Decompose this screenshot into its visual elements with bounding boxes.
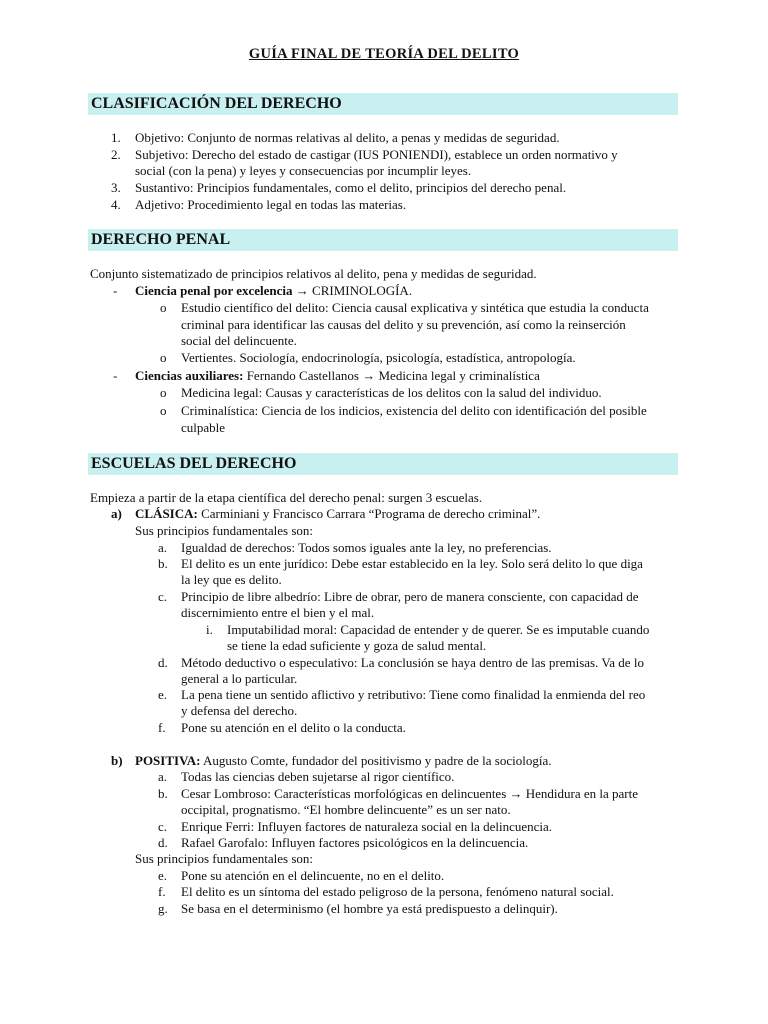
list-marker: e.: [158, 687, 168, 702]
section-heading: CLASIFICACIÓN DEL DERECHO: [91, 95, 342, 112]
school-marker: b): [111, 753, 123, 768]
list-item-text: Cesar Lombroso: Características morfológicas en delincuentes → Hendidura en la parte: [181, 786, 639, 801]
item-text: Fernando Castellanos → Medicina legal y criminalística: [243, 368, 540, 383]
list-marker: 3.: [111, 180, 121, 195]
list-item-text: Pone su atención en el delito o la conducta.: [181, 720, 406, 735]
bullet-marker: o: [160, 385, 167, 400]
sub-item-text: Estudio científico del delito: Ciencia causal explicativa y sintética que estudia la conducta: [181, 300, 649, 315]
bold-term: Ciencia penal por excelencia: [135, 283, 293, 298]
bullet-marker: o: [160, 300, 167, 315]
list-item-text: general a lo particular.: [181, 671, 298, 686]
list-item-text: Todas las ciencias deben sujetarse al rigor científico.: [181, 769, 455, 784]
list-item-text: El delito es un síntoma del estado peligroso de la persona, fenómeno natural social.: [181, 884, 614, 899]
list-item-text: Sustantivo: Principios fundamentales, como el delito, principios del derecho penal.: [135, 180, 567, 195]
bold-term: Ciencias auxiliares:: [135, 368, 244, 383]
sub-heading: Sus principios fundamentales son:: [135, 523, 314, 538]
list-marker: b.: [158, 556, 168, 571]
list-item-text: La pena tiene un sentido aflictivo y retributivo: Tiene como finalidad la enmienda del reo: [181, 687, 646, 702]
list-marker: i.: [206, 622, 213, 637]
item-text: Carminiani y Francisco Carrara “Programa de derecho criminal”.: [197, 506, 541, 521]
section-heading: ESCUELAS DEL DERECHO: [91, 455, 297, 472]
list-item-text: Imputabilidad moral: Capacidad de entender y de querer. Se es imputable cuando: [227, 622, 650, 637]
list-item-text: Enrique Ferri: Influyen factores de naturaleza social en la delincuencia.: [181, 819, 553, 834]
list-item-text: y defensa del derecho.: [181, 703, 298, 718]
bold-term: CLÁSICA:: [135, 506, 198, 521]
paragraph: Empieza a partir de la etapa científica del derecho penal: surgen 3 escuelas.: [90, 490, 483, 505]
item-text: Augusto Comte, fundador del positivismo y padre de la sociología.: [200, 753, 552, 768]
list-item-text: la ley que es delito.: [181, 572, 282, 587]
school-marker: a): [111, 506, 122, 521]
list-item-text: se tiene la edad suficiente y goza de salud mental.: [227, 638, 487, 653]
item-text: → CRIMINOLOGÍA.: [292, 283, 413, 298]
list-marker: 1.: [111, 130, 121, 145]
sub-item-text: Vertientes. Sociología, endocrinología, psicología, estadística, antropología.: [181, 350, 576, 365]
list-item-text: discernimiento entre el bien y el mal.: [181, 605, 375, 620]
list-marker: f.: [158, 884, 166, 899]
school-heading: [135, 506, 540, 523]
list-item-text: Se basa en el determinismo (el hombre ya está predispuesto a delinquir).: [181, 901, 558, 916]
sub-item-text: social del delincuente.: [181, 333, 297, 348]
bullet-marker: o: [160, 350, 167, 365]
list-marker: 4.: [111, 197, 121, 212]
paragraph: Conjunto sistematizado de principios relativos al delito, pena y medidas de seguridad.: [90, 266, 537, 281]
list-item-text: social (con la pena) y leyes y consecuencias por incumplir leyes.: [135, 163, 472, 178]
list-marker: g.: [158, 901, 168, 916]
list-marker: c.: [158, 819, 168, 834]
dash-marker: -: [113, 283, 118, 298]
school-heading: [135, 753, 551, 770]
document-title: GUÍA FINAL DE TEORÍA DEL DELITO: [248, 46, 520, 62]
list-item-text: Principio de libre albedrío: Libre de obrar, pero de manera consciente, con capacidad de: [181, 589, 639, 604]
list-item-text: Método deductivo o especulativo: La conclusión se haya dentro de las premisas. Va de lo: [181, 655, 644, 670]
list-item-text: Pone su atención en el delincuente, no en el delito.: [181, 868, 445, 883]
list-item-text: Igualdad de derechos: Todos somos iguales ante la ley, no preferencias.: [181, 540, 552, 555]
sub-item-text: Medicina legal: Causas y características de los delitos con la salud del individuo.: [181, 385, 602, 400]
sub-heading: Sus principios fundamentales son:: [135, 851, 314, 866]
list-item-text: Rafael Garofalo: Influyen factores psicológicos en la delincuencia.: [181, 835, 529, 850]
list-item-text: Adjetivo: Procedimiento legal en todas las materias.: [135, 197, 407, 212]
bullet-marker: o: [160, 403, 167, 418]
list-marker: c.: [158, 589, 168, 604]
section-header-escuelas: [88, 453, 678, 475]
list-marker: b.: [158, 786, 168, 801]
list-item-text: occipital, prognatismo. “El hombre delincuente” es un ser nato.: [181, 802, 511, 817]
list-item-text: El delito es un ente jurídico: Debe estar establecido en la ley. Solo será delito lo que diga: [181, 556, 643, 571]
dash-item: [135, 283, 412, 300]
bold-term: POSITIVA:: [135, 753, 201, 768]
sub-item-text: culpable: [181, 420, 226, 435]
sub-item-text: criminal para identificar las causas del delito y su prevención, así como la reinserción: [181, 317, 626, 332]
section-header-penal: [88, 229, 678, 251]
list-marker: a.: [158, 540, 168, 555]
list-marker: e.: [158, 868, 168, 883]
list-item-text: Objetivo: Conjunto de normas relativas al delito, a penas y medidas de seguridad.: [135, 130, 560, 145]
list-marker: d.: [158, 835, 168, 850]
list-marker: 2.: [111, 147, 121, 162]
dash-marker: -: [113, 368, 118, 383]
list-marker: a.: [158, 769, 168, 784]
list-marker: f.: [158, 720, 166, 735]
section-header-clasificacion: [88, 93, 678, 115]
section-heading: DERECHO PENAL: [91, 231, 231, 248]
list-item-text: Subjetivo: Derecho del estado de castigar (IUS PONIENDI), establece un orden normativo y: [135, 147, 618, 162]
list-marker: d.: [158, 655, 168, 670]
dash-item: [135, 368, 540, 385]
sub-item-text: Criminalística: Ciencia de los indicios, existencia del delito con identificación del posible: [181, 403, 647, 418]
